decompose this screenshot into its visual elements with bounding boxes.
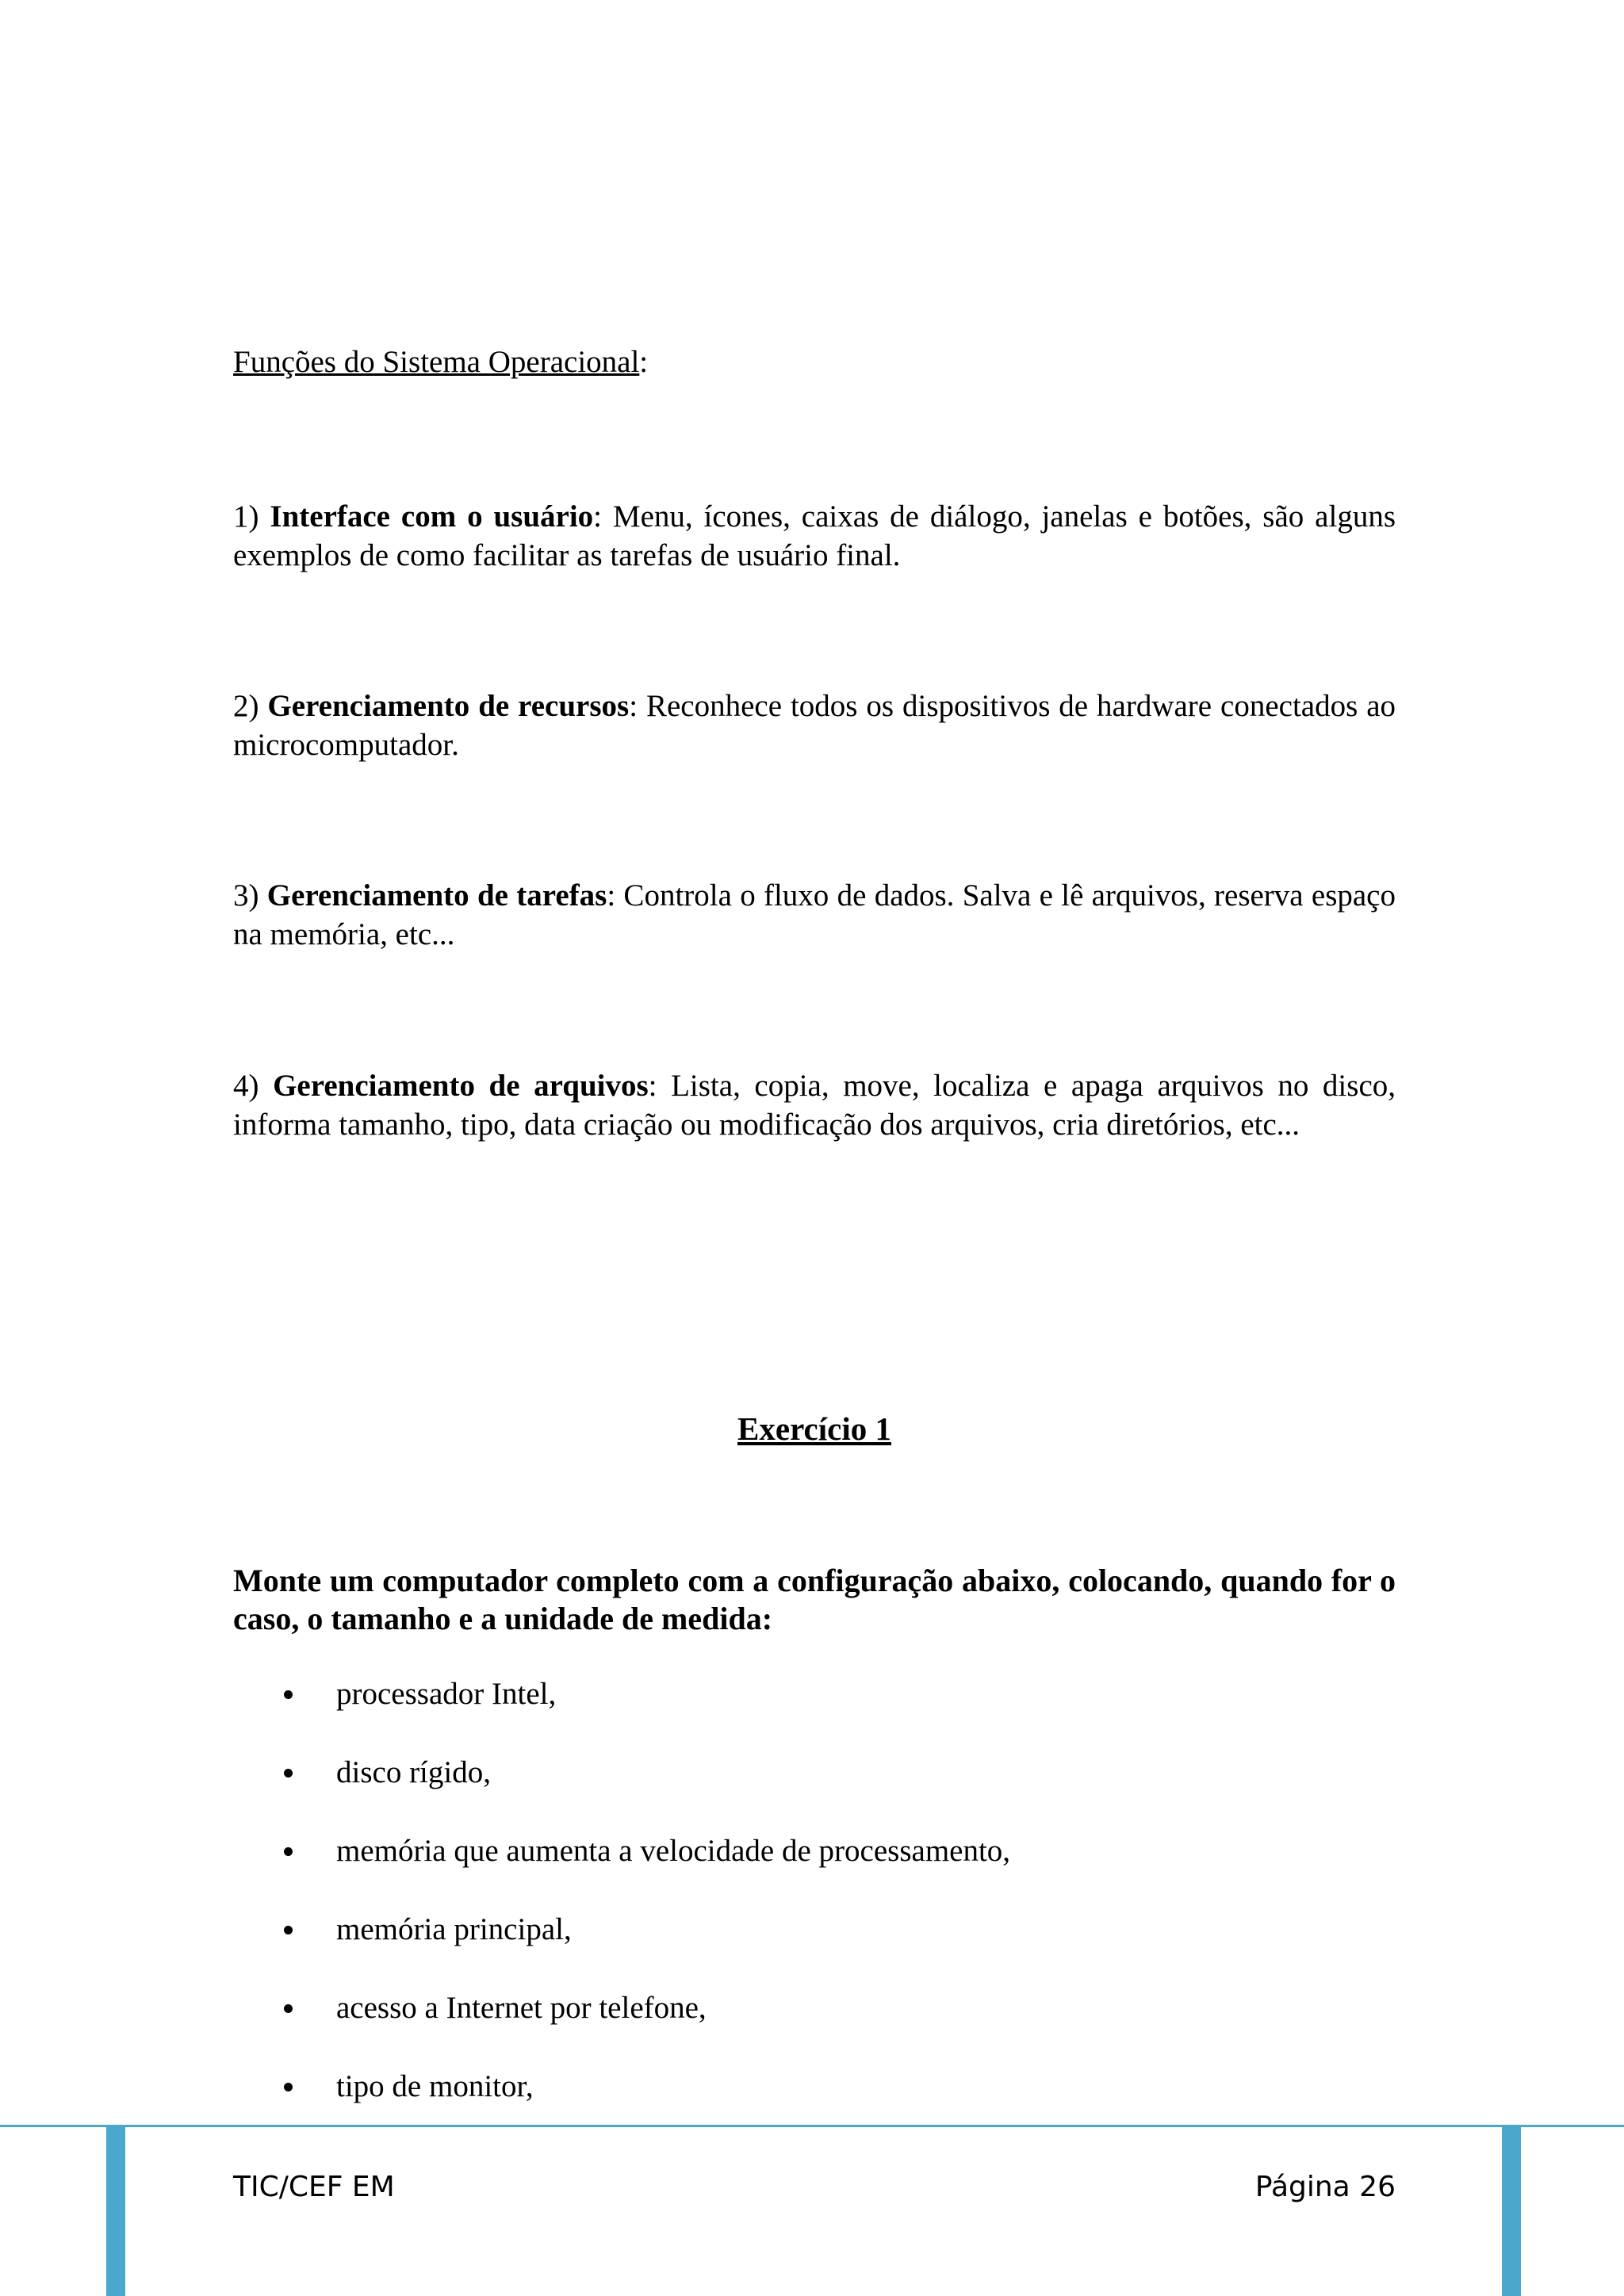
item-term: Gerenciamento de tarefas	[266, 878, 607, 913]
footer-right-bar	[1502, 2127, 1521, 2296]
item-number: 2)	[233, 689, 259, 723]
bullet-icon	[284, 2004, 293, 2013]
item-term: Gerenciamento de recursos	[267, 689, 630, 723]
list-item-text: acesso a Internet por telefone,	[336, 1991, 707, 2025]
function-item-4	[233, 1066, 1396, 1144]
list-item	[278, 1988, 1010, 2067]
function-item-2	[233, 687, 1396, 764]
list-item	[278, 1753, 1010, 1831]
item-description: : Controla o fluxo de dados. Salva e lê arquivos, reserva espaço na memória, etc...	[233, 878, 1396, 951]
list-item	[278, 2067, 1010, 2145]
bullet-icon	[284, 1847, 293, 1856]
item-term: Interface com o usuário	[270, 499, 594, 534]
list-item-text: processador Intel,	[336, 1677, 557, 1711]
function-item-1	[233, 497, 1396, 575]
section-heading-text: Funções do Sistema Operacional	[233, 345, 640, 379]
footer-divider	[0, 2125, 1624, 2127]
section-heading	[233, 342, 1396, 381]
list-item-text: memória que aumenta a velocidade de processamento,	[336, 1834, 1011, 1868]
list-item-text: tipo de monitor,	[336, 2069, 534, 2103]
item-number: 3)	[233, 878, 259, 913]
function-item-3	[233, 876, 1396, 954]
footer-course-label: TIC/CEF EM	[233, 2171, 395, 2203]
footer-page-number: Página 26	[1254, 2171, 1396, 2203]
bullet-icon	[284, 1926, 293, 1934]
item-description: : Lista, copia, move, localiza e apaga arquivos no disco, informa tamanho, tipo, data criação ou modificação dos arquivos, cria diretórios, etc...	[233, 1069, 1396, 1142]
list-item	[278, 1674, 1010, 1753]
exercise-instruction: Monte um computador completo com a configuração abaixo, colocando, quando for o caso, o tamanho e a unidade de medida:	[233, 1563, 1396, 1636]
footer-left-bar	[106, 2127, 125, 2296]
item-description: : Menu, ícones, caixas de diálogo, janelas e botões, são alguns exemplos de como facilitar as tarefas de usuário final.	[233, 499, 1396, 572]
item-number: 4)	[233, 1069, 259, 1103]
list-item-text: disco rígido,	[336, 1755, 491, 1789]
bullet-icon	[284, 2083, 293, 2091]
exercise-bullet-list	[278, 1674, 1010, 2145]
bullet-icon	[284, 1769, 293, 1777]
item-description: : Reconhece todos os dispositivos de hardware conectados ao microcomputador.	[233, 689, 1396, 762]
section-heading-colon: :	[639, 345, 649, 379]
list-item	[278, 1910, 1010, 1988]
item-number: 1)	[233, 499, 259, 534]
exercise-title: Exercício 1	[737, 1410, 891, 1447]
bullet-icon	[284, 1690, 293, 1699]
item-term: Gerenciamento de arquivos	[273, 1069, 649, 1103]
list-item	[278, 1831, 1010, 1910]
list-item-text: memória principal,	[336, 1912, 572, 1946]
